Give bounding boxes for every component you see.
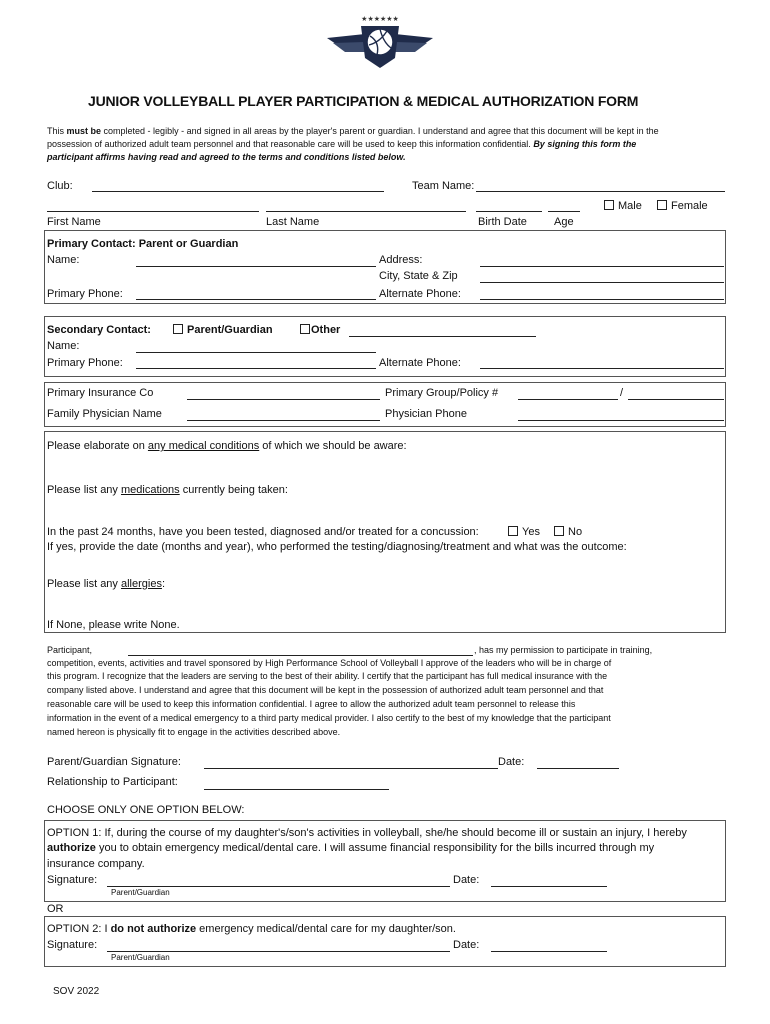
relationship-label: Relationship to Participant: xyxy=(47,776,178,788)
primary-contact-heading: Primary Contact: Parent or Guardian xyxy=(47,238,239,250)
primary-name-label: Name: xyxy=(47,254,80,266)
option-1-line-2: authorize you to obtain emergency medical/dental care. I will assume financial responsibility for the bills incurred through my xyxy=(47,842,655,854)
option-1-signature-field[interactable] xyxy=(107,886,450,887)
alt-phone-field[interactable] xyxy=(480,299,724,300)
intro-line-1: This must be completed - legibly - and signed in all areas by the player's parent or guardian. I understand and agree that this document will be kept in the xyxy=(47,126,659,136)
physician-label: Family Physician Name xyxy=(47,408,162,420)
secondary-phone-field[interactable] xyxy=(136,368,376,369)
other-checkbox[interactable]: Other xyxy=(300,323,340,337)
secondary-name-field[interactable] xyxy=(136,352,376,353)
club-label: Club: xyxy=(47,180,73,192)
option-1-date-field[interactable] xyxy=(491,886,607,887)
concussion-yes-checkbox[interactable]: Yes xyxy=(508,525,540,539)
consent-line-1a: Participant, xyxy=(47,645,93,655)
consent-line-2: competition, events, activities and travel sponsored by High Performance School of Volleyball I approve of the leaders who will be in charge of xyxy=(47,658,612,668)
concussion-no-checkbox[interactable]: No xyxy=(554,525,582,539)
consent-line-6: information in the event of a medical emergency to a third party medical provider. I also certify to the best of my knowledge that the participant xyxy=(47,713,611,723)
signature-date-label: Date: xyxy=(498,756,525,768)
insurance-co-label: Primary Insurance Co xyxy=(47,387,154,399)
consent-line-1b: , has my permission to participate in training, xyxy=(474,645,653,655)
option-1-signature-label: Signature: xyxy=(47,874,98,886)
option-1-line-1: OPTION 1: If, during the course of my daughter's/son's activities in volleyball, she/he should become ill or sustain an injury, I hereby xyxy=(47,827,687,839)
last-name-field[interactable] xyxy=(266,211,466,212)
consent-line-4: company listed above. I understand and agree that this document will be kept in the possession of authorized adult team personnel and that xyxy=(47,685,604,695)
physician-field[interactable] xyxy=(187,420,380,421)
birth-date-label: Birth Date xyxy=(478,216,527,228)
policy-field[interactable] xyxy=(628,399,724,400)
group-field[interactable] xyxy=(518,399,618,400)
consent-line-3: this program. I recognize that the leaders are serving to the best of their ability. I certify that the participant has full medical insurance with the xyxy=(47,671,608,681)
primary-name-field[interactable] xyxy=(136,266,376,267)
svg-text:★★★★★★: ★★★★★★ xyxy=(361,15,399,23)
option-2-line: OPTION 2: I do not authorize emergency medical/dental care for my daughter/son. xyxy=(47,923,456,935)
age-label: Age xyxy=(554,216,574,228)
other-field[interactable] xyxy=(349,336,536,337)
secondary-alt-phone-field[interactable] xyxy=(480,368,724,369)
allergies-question: Please list any allergies: xyxy=(47,578,166,590)
birth-date-field[interactable] xyxy=(476,211,542,212)
choose-option-heading: CHOOSE ONLY ONE OPTION BELOW: xyxy=(47,804,245,816)
club-field[interactable] xyxy=(92,191,384,192)
secondary-name-label: Name: xyxy=(47,340,80,352)
secondary-alt-phone-label: Alternate Phone: xyxy=(379,357,461,369)
guardian-signature-field[interactable] xyxy=(204,768,498,769)
or-label: OR xyxy=(47,903,64,915)
volleyball-logo xyxy=(325,12,435,70)
secondary-contact-heading: Secondary Contact: xyxy=(47,324,151,336)
signature-date-field[interactable] xyxy=(537,768,619,769)
concussion-details-question: If yes, provide the date (months and year), who performed the testing/diagnosing/treatment and what was the outcome: xyxy=(47,541,627,553)
medical-conditions-question: Please elaborate on any medical conditions of which we should be aware: xyxy=(47,440,407,452)
option-2-date-field[interactable] xyxy=(491,951,607,952)
parent-guardian-checkbox[interactable]: Parent/Guardian xyxy=(173,323,273,337)
primary-phone-label: Primary Phone: xyxy=(47,288,123,300)
concussion-question: In the past 24 months, have you been tested, diagnosed and/or treated for a concussion: xyxy=(47,526,479,538)
team-name-field[interactable] xyxy=(476,191,725,192)
insurance-co-field[interactable] xyxy=(187,399,380,400)
option-1-parent-guardian-caption: Parent/Guardian xyxy=(111,888,170,897)
physician-phone-label: Physician Phone xyxy=(385,408,467,420)
footer-version: SOV 2022 xyxy=(53,986,100,997)
first-name-field[interactable] xyxy=(47,211,259,212)
female-checkbox[interactable]: Female xyxy=(657,199,708,213)
team-name-label: Team Name: xyxy=(412,180,475,192)
age-field[interactable] xyxy=(548,211,580,212)
none-instruction: If None, please write None. xyxy=(47,619,180,631)
intro-line-2: possession of authorized adult team personnel and that reasonable care will be used to keep this information confidential. By signing this form the xyxy=(47,139,637,149)
city-label: City, State & Zip xyxy=(379,270,458,282)
option-2-parent-guardian-caption: Parent/Guardian xyxy=(111,953,170,962)
option-2-date-label: Date: xyxy=(453,939,480,951)
policy-slash: / xyxy=(620,387,624,399)
city-field[interactable] xyxy=(480,282,724,283)
guardian-signature-label: Parent/Guardian Signature: xyxy=(47,756,181,768)
alt-phone-label: Alternate Phone: xyxy=(379,288,461,300)
first-name-label: First Name xyxy=(47,216,101,228)
address-field[interactable] xyxy=(480,266,724,267)
group-policy-label: Primary Group/Policy # xyxy=(385,387,499,399)
last-name-label: Last Name xyxy=(266,216,320,228)
intro-line-3: participant affirms having read and agreed to the terms and conditions listed below. xyxy=(47,152,406,162)
form-title: JUNIOR VOLLEYBALL PLAYER PARTICIPATION & MEDICAL AUTHORIZATION FORM xyxy=(88,93,639,109)
primary-phone-field[interactable] xyxy=(136,299,376,300)
option-2-signature-label: Signature: xyxy=(47,939,98,951)
consent-line-5: reasonable care will be used to keep this information confidential. I agree to allow the authorized adult team personnel to release this xyxy=(47,699,576,709)
option-1-line-3: insurance company. xyxy=(47,858,145,870)
address-label: Address: xyxy=(379,254,423,266)
relationship-field[interactable] xyxy=(204,789,389,790)
secondary-phone-label: Primary Phone: xyxy=(47,357,123,369)
male-checkbox[interactable]: Male xyxy=(604,199,642,213)
option-2-signature-field[interactable] xyxy=(107,951,450,952)
physician-phone-field[interactable] xyxy=(518,420,724,421)
medications-question: Please list any medications currently being taken: xyxy=(47,484,288,496)
participant-name-field[interactable] xyxy=(128,655,473,656)
option-1-date-label: Date: xyxy=(453,874,480,886)
consent-line-7: named hereon is physically fit to engage in the activities described above. xyxy=(47,727,341,737)
